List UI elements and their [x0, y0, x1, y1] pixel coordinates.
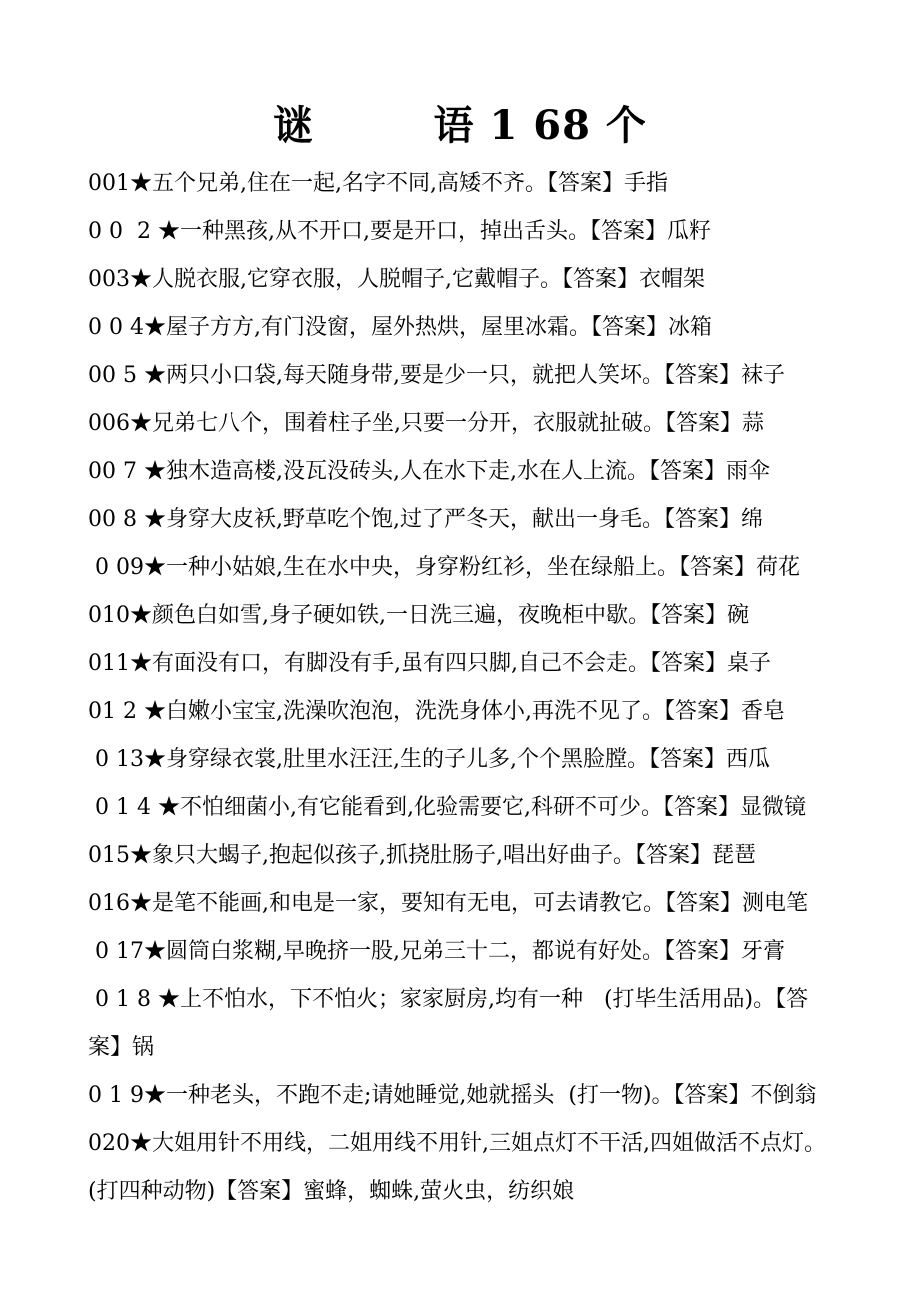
riddle-item: 003★人脱衣服,它穿衣服，人脱帽子,它戴帽子。【答案】衣帽架 — [88, 267, 705, 292]
riddle-list — [88, 160, 838, 1216]
riddle-item: 00 5 ★两只小口袋,每天随身带,要是少一只，就把人笑坏。【答案】袜子 — [88, 363, 785, 388]
riddle-item: 011★有面没有口，有脚没有手,虽有四只脚,自己不会走。【答案】桌子 — [88, 651, 771, 676]
riddle-item: 0 1 8 ★上不怕水，下不怕火；家家厨房,均有一种 (打毕生活用品)。【答案】锅 — [88, 987, 809, 1060]
riddle-item: 015★象只大蝎子,抱起似孩子,抓挠肚肠子,唱出好曲子。【答案】琵琶 — [88, 843, 756, 868]
riddle-item: 0 17★圆筒白浆糊,早晚挤一股,兄弟三十二，都说有好处。【答案】牙膏 — [88, 939, 785, 964]
riddle-item: 00 8 ★身穿大皮袄,野草吃个饱,过了严冬天，献出一身毛。【答案】绵 — [88, 507, 763, 532]
riddle-item: 00 7 ★独木造高楼,没瓦没砖头,人在水下走,水在人上流。【答案】雨伞 — [88, 459, 770, 484]
riddle-item: 0 13★身穿绿衣裳,肚里水汪汪,生的子儿多,个个黑脸膛。【答案】西瓜 — [88, 747, 770, 772]
page-title: 谜 语 1 68 个 — [273, 102, 647, 149]
riddle-item: 006★兄弟七八个，围着柱子坐,只要一分开，衣服就扯破。【答案】蒜 — [88, 411, 764, 436]
riddle-item: 0 1 4 ★不怕细菌小,有它能看到,化验需要它,科研不可少。【答案】显微镜 — [88, 795, 806, 820]
riddle-item: 01 2 ★白嫩小宝宝,洗澡吹泡泡，洗洗身体小,再洗不见了。【答案】香皂 — [88, 699, 785, 724]
riddle-item: 001★五个兄弟,住在一起,名字不同,高矮不齐。【答案】手指 — [88, 171, 668, 196]
riddle-item: 020★大姐用针不用线，二姐用线不用针,三姐点灯不干活,四姐做活不点灯。(打四种动物)【答案】蜜蜂，蜘蛛,萤火虫，纺织娘 — [88, 1131, 826, 1204]
riddle-item: 0 0 4★屋子方方,有门没窗，屋外热烘，屋里冰霜。【答案】冰箱 — [88, 315, 712, 340]
riddle-item: 016★是笔不能画,和电是一家，要知有无电，可去请教它。【答案】测电笔 — [88, 891, 808, 916]
riddle-item: 010★颜色白如雪,身子硬如铁,一日洗三遍，夜晚柜中歇。【答案】碗 — [88, 603, 749, 628]
riddle-item: 0 0 2 ★一种黑孩,从不开口,要是开口，掉出舌头。【答案】瓜籽 — [88, 219, 711, 244]
riddle-item: 0 1 9★一种老头，不跑不走;请她睡觉,她就摇头 (打一物)。【答案】不倒翁 — [88, 1083, 817, 1108]
riddle-item: 0 09★一种小姑娘,生在水中央，身穿粉红衫，坐在绿船上。【答案】荷花 — [88, 555, 800, 580]
